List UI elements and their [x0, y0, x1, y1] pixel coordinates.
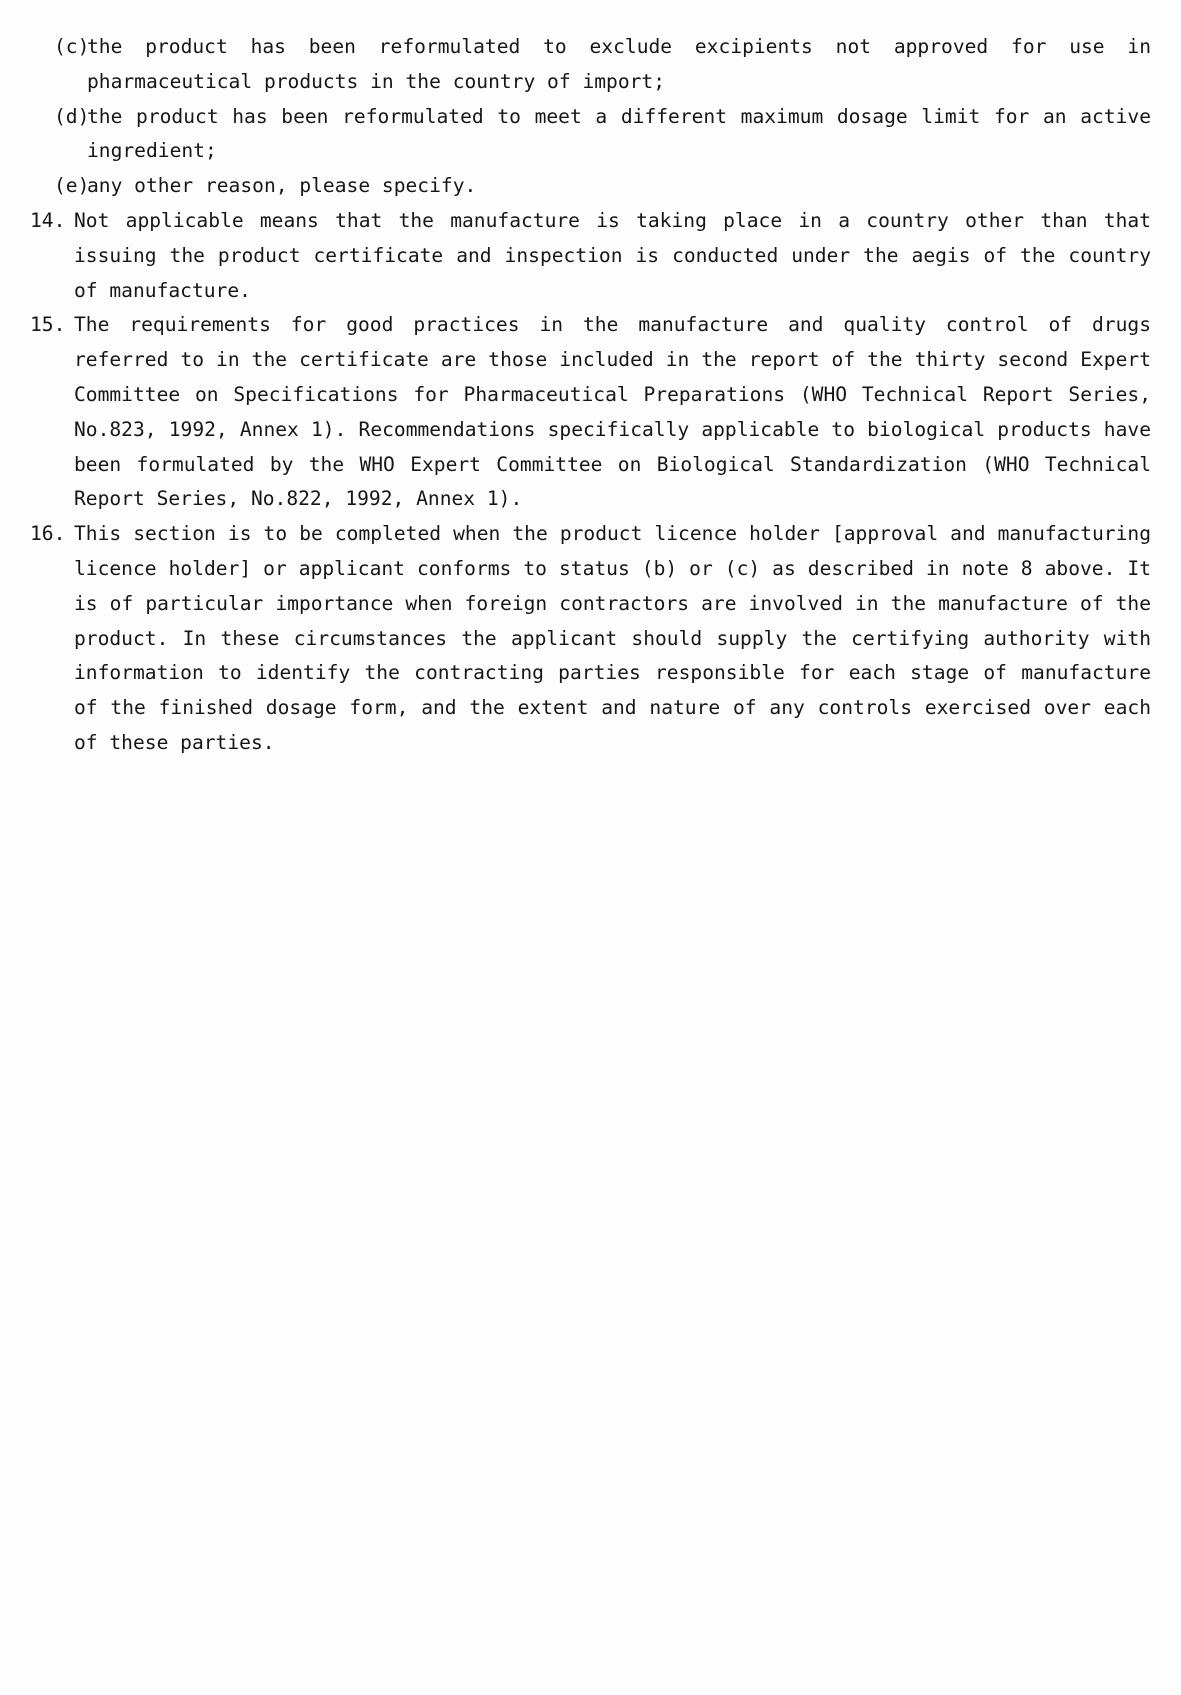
sub-item-text: the product has been reformulated to exclude excipients not approved for use in pharmaceutical products in the country of import; — [87, 35, 1151, 93]
note-14 — [30, 204, 1151, 308]
note-text: Not applicable means that the manufacture is taking place in a country other than that issuing the product certificate and inspection is conducted under the aegis of the country of manufacture. — [74, 208, 1151, 302]
sub-item-c — [54, 30, 1151, 100]
note-number: 14. — [30, 208, 66, 232]
sub-item-e — [54, 169, 1151, 204]
note-number: 15. — [30, 313, 66, 337]
notes-content — [0, 30, 1181, 761]
note-15 — [30, 308, 1151, 517]
sub-item-marker: (c) — [54, 35, 90, 58]
sub-item-text: any other reason, please specify. — [87, 174, 477, 198]
note-number: 16. — [30, 522, 66, 546]
sub-item-marker: (e) — [54, 174, 90, 198]
note-16 — [30, 517, 1151, 761]
note-text: This section is to be completed when the product licence holder [approval and manufacturing licence holder] or applicant conforms to status (b) or (c) as described in note 8 above. It is of particular importance when foreign contractors are involved in the manufacture of the product. In these circumstances the applicant should supply the certifying authority with information to identify the contracting parties responsible for each stage of manufacture of the finished dosage form, and the extent and nature of any controls exercised over each of these parties. — [74, 522, 1151, 754]
note-text: The requirements for good practices in the manufacture and quality control of drugs referred to in the certificate are those included in the report of the thirty second Expert Committee on Specifications for Pharmaceutical Preparations (WHO Technical Report Series, No.823, 1992, Annex 1). Recommendations specifically applicable to biological products have been formulated by the WHO Expert Committee on Biological Standardization (WHO Technical Report Series, No.822, 1992, Annex 1). — [74, 313, 1151, 511]
sub-item-text: the product has been reformulated to meet a different maximum dosage limit for an active ingredient; — [87, 104, 1151, 163]
sub-item-marker: (d) — [54, 104, 90, 128]
sub-item-d — [54, 100, 1151, 170]
